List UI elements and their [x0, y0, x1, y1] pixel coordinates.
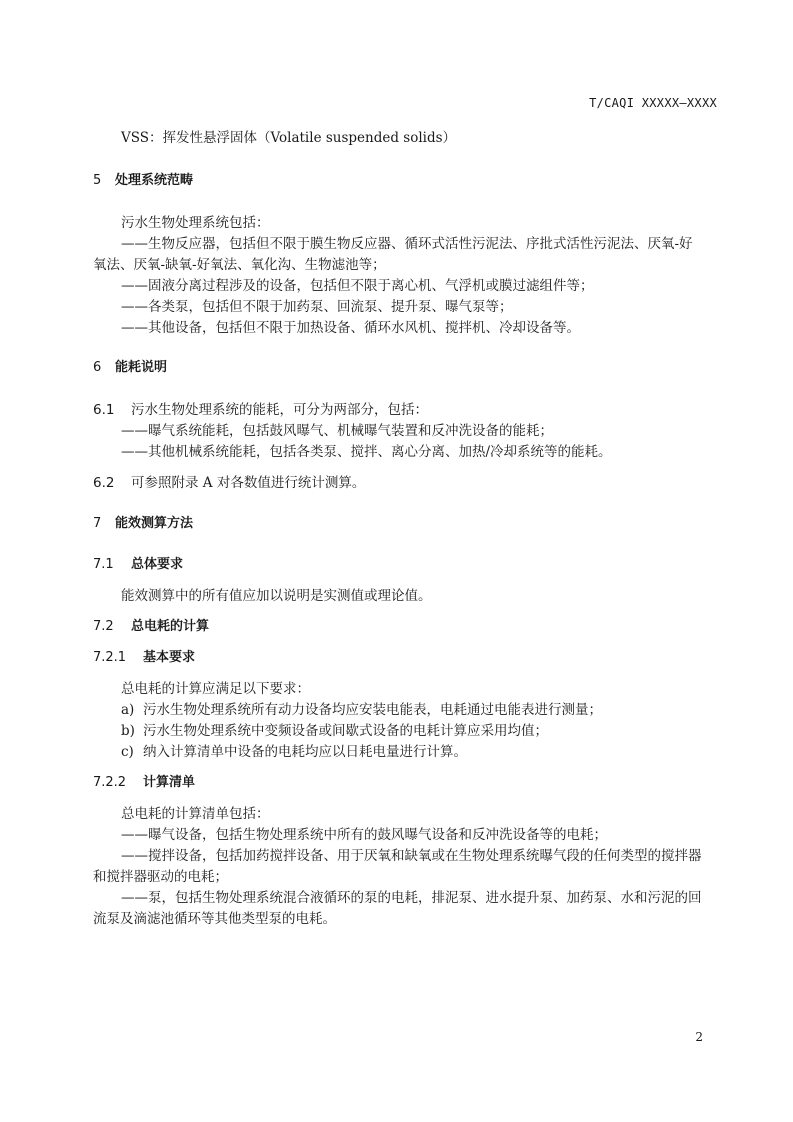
list-label: a): [121, 702, 135, 718]
section-number: 7: [93, 516, 102, 531]
section-title: 能耗说明: [115, 360, 168, 375]
clause-6-2: [93, 473, 365, 493]
paragraph: 总电耗的计算应满足以下要求：: [121, 681, 310, 697]
list-text: 污水生物处理系统所有动力设备均应安装电能表，电耗通过电能表进行测量；: [143, 702, 602, 718]
list-item-continuation: 氧法、厌氧-缺氧-好氧法、氧化沟、生物滤池等；: [93, 257, 386, 273]
list-item: ——生物反应器，包括但不限于膜生物反应器、循环式活性污泥法、序批式活性污泥法、厌氧-好: [121, 236, 693, 252]
subsection-number: 7.1: [93, 557, 114, 572]
vss-definition: VSS：挥发性悬浮固体（Volatile suspended solids）: [121, 130, 457, 146]
subsection-title: 总电耗的计算: [131, 619, 210, 634]
section-6-heading: [93, 358, 167, 378]
list-item: ——其他设备，包括但不限于加热设备、循环水风机、搅拌机、冷却设备等。: [121, 320, 580, 336]
list-item-continuation: 流泵及滴滤池循环等其他类型泵的电耗。: [93, 911, 336, 927]
section-title: 能效测算方法: [115, 516, 194, 531]
list-item-c: [121, 742, 467, 762]
subsection-title: 基本要求: [143, 650, 196, 665]
paragraph: 污水生物处理系统包括：: [121, 215, 270, 231]
subsection-7-2-heading: [93, 617, 209, 637]
subsection-number: 7.2.2: [93, 775, 127, 790]
subsection-number: 7.2.1: [93, 650, 127, 665]
section-number: 6: [93, 360, 102, 375]
subsection-number: 7.2: [93, 619, 114, 634]
list-item-continuation: 和搅拌器驱动的电耗；: [93, 869, 228, 885]
section-7-heading: [93, 514, 193, 534]
paragraph: 能效测算中的所有值应加以说明是实测值或理论值。: [121, 588, 432, 604]
paragraph: 总电耗的计算清单包括：: [121, 806, 270, 822]
list-item: ——固液分离过程涉及的设备，包括但不限于离心机、气浮机或膜过滤组件等；: [121, 278, 594, 294]
list-item: ——搅拌设备，包括加药搅拌设备、用于厌氧和缺氧或在生物处理系统曝气段的任何类型的搅拌器: [121, 848, 702, 864]
list-label: c): [121, 744, 134, 760]
clause-number: 6.1: [93, 402, 115, 418]
section-5-heading: [93, 171, 193, 191]
list-item: ——曝气设备，包括生物处理系统中所有的鼓风曝气设备和反冲洗设备等的电耗；: [121, 827, 607, 843]
clause-6-1: [93, 400, 428, 420]
list-item: ——各类泵，包括但不限于加药泵、回流泵、提升泵、曝气泵等；: [121, 299, 513, 315]
subsection-7-1-heading: [93, 555, 183, 575]
list-item: ——泵，包括生物处理系统混合液循环的泵的电耗，排泥泵、进水提升泵、加药泵、水和污泥的回: [121, 890, 702, 906]
section-title: 处理系统范畴: [115, 173, 194, 188]
list-item-b: [121, 721, 548, 741]
clause-number: 6.2: [93, 475, 115, 491]
clause-text: 污水生物处理系统的能耗，可分为两部分，包括：: [131, 402, 428, 418]
subsection-7-2-2-heading: [93, 773, 195, 793]
document-code: T/CAQI XXXXX—XXXX: [589, 96, 717, 110]
list-item-a: [121, 700, 602, 720]
clause-text: 可参照附录 A 对各数值进行统计测算。: [131, 475, 366, 491]
page-number: 2: [695, 1030, 703, 1044]
list-item: ——其他机械系统能耗，包括各类泵、搅拌、离心分离、加热/冷却系统等的能耗。: [121, 444, 612, 460]
subsection-7-2-1-heading: [93, 648, 195, 668]
subsection-title: 计算清单: [143, 775, 196, 790]
list-text: 纳入计算清单中设备的电耗均应以日耗电量进行计算。: [143, 744, 467, 760]
list-label: b): [121, 723, 135, 739]
list-item: ——曝气系统能耗，包括鼓风曝气、机械曝气装置和反冲洗设备的能耗；: [121, 423, 553, 439]
subsection-title: 总体要求: [131, 557, 184, 572]
list-text: 污水生物处理系统中变频设备或间歇式设备的电耗计算应采用均值；: [143, 723, 548, 739]
section-number: 5: [93, 173, 102, 188]
